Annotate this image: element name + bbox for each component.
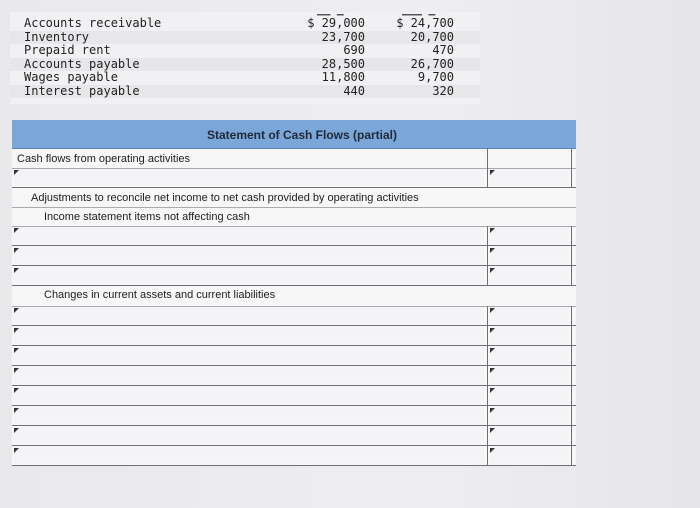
dropdown-marker-icon — [14, 368, 19, 373]
dropdown-marker-icon — [14, 428, 19, 433]
entry-row — [12, 226, 576, 246]
amount-input[interactable] — [490, 247, 569, 263]
entry-row — [12, 326, 576, 346]
balance-label: Interest payable — [24, 83, 140, 98]
description-input[interactable] — [14, 447, 484, 463]
balance-prior: 470 — [432, 43, 454, 57]
balance-prior: 26,700 — [410, 56, 454, 71]
description-input[interactable] — [14, 427, 484, 443]
balance-current: 23,700 — [321, 29, 365, 44]
dropdown-marker-icon — [14, 448, 19, 453]
balance-label: Prepaid rent — [24, 43, 111, 57]
balance-prior: 20,700 — [410, 29, 454, 44]
dropdown-marker-icon — [490, 368, 495, 373]
amount-input[interactable] — [490, 327, 569, 343]
non-cash-items-label: Income statement items not affecting cash — [44, 211, 250, 223]
entry-row — [12, 406, 576, 426]
balance-label: Accounts receivable — [24, 16, 162, 30]
dropdown-marker-icon — [14, 308, 19, 313]
dropdown-marker-icon — [490, 170, 495, 175]
dropdown-marker-icon — [14, 348, 19, 353]
balance-prior: 9,700 — [417, 70, 454, 84]
account-balances-table — [10, 12, 480, 104]
description-input[interactable] — [14, 327, 484, 343]
dropdown-marker-icon — [490, 428, 495, 433]
dropdown-marker-icon — [14, 388, 19, 393]
description-input[interactable] — [14, 267, 484, 283]
balance-current: 440 — [343, 83, 365, 98]
dropdown-marker-icon — [14, 268, 19, 273]
net-income-row — [12, 168, 576, 188]
balance-label: Wages payable — [24, 70, 118, 84]
amount-input[interactable] — [490, 267, 569, 283]
balance-current: 11,800 — [321, 70, 365, 84]
operating-activities-row — [12, 149, 576, 169]
amount-input[interactable] — [490, 407, 569, 423]
description-input[interactable] — [14, 227, 484, 243]
changes-row — [12, 286, 576, 307]
amount-input[interactable] — [490, 447, 569, 463]
dropdown-marker-icon — [490, 448, 495, 453]
description-input[interactable] — [14, 387, 484, 403]
balance-prior: 320 — [432, 83, 454, 98]
balance-row — [10, 31, 480, 45]
balance-label: Inventory — [24, 29, 90, 44]
dropdown-marker-icon — [490, 408, 495, 413]
dropdown-marker-icon — [490, 228, 495, 233]
balance-row — [10, 71, 480, 85]
balance-row — [10, 17, 480, 31]
statement-of-cash-flows — [12, 120, 576, 466]
dropdown-marker-icon — [14, 408, 19, 413]
description-input[interactable] — [14, 307, 484, 323]
entry-row — [12, 266, 576, 286]
dropdown-marker-icon — [490, 308, 495, 313]
amount-input[interactable] — [490, 347, 569, 363]
description-input[interactable] — [14, 347, 484, 363]
amount-input[interactable] — [490, 307, 569, 323]
description-input[interactable] — [14, 169, 484, 185]
adjustments-label: Adjustments to reconcile net income to net cash provided by operating activities — [31, 192, 419, 204]
dropdown-marker-icon — [490, 388, 495, 393]
balance-row — [10, 85, 480, 99]
balance-current: 28,500 — [321, 56, 365, 71]
dropdown-marker-icon — [490, 268, 495, 273]
dropdown-marker-icon — [14, 170, 19, 175]
dropdown-marker-icon — [14, 328, 19, 333]
entry-row — [12, 346, 576, 366]
description-input[interactable] — [14, 407, 484, 423]
amount-input[interactable] — [490, 227, 569, 243]
amount-input[interactable] — [490, 367, 569, 383]
description-input[interactable] — [14, 247, 484, 263]
balance-row — [10, 58, 480, 72]
operating-activities-label: Cash flows from operating activities — [17, 153, 191, 165]
statement-title-bar — [12, 120, 576, 149]
dropdown-marker-icon — [14, 248, 19, 253]
amount-input[interactable] — [490, 169, 569, 185]
balance-current: 690 — [343, 43, 365, 57]
changes-label: Changes in current assets and current liabilities — [44, 289, 276, 301]
non-cash-items-row — [12, 207, 576, 227]
entry-row — [12, 426, 576, 446]
entry-row — [12, 306, 576, 326]
balance-row — [10, 44, 480, 58]
description-input[interactable] — [14, 367, 484, 383]
balance-current: $ 29,000 — [307, 16, 365, 30]
entry-row — [12, 386, 576, 406]
entry-row — [12, 246, 576, 266]
dropdown-marker-icon — [490, 248, 495, 253]
amount-input[interactable] — [490, 427, 569, 443]
adjustments-row — [12, 188, 576, 208]
balance-label: Accounts payable — [24, 56, 140, 71]
dropdown-marker-icon — [490, 328, 495, 333]
amount-input[interactable] — [490, 387, 569, 403]
dropdown-marker-icon — [490, 348, 495, 353]
balance-prior: $ 24,700 — [396, 16, 454, 30]
entry-row — [12, 366, 576, 386]
dropdown-marker-icon — [14, 228, 19, 233]
total-row — [12, 446, 576, 466]
statement-title: Statement of Cash Flows (partial) — [206, 128, 398, 142]
